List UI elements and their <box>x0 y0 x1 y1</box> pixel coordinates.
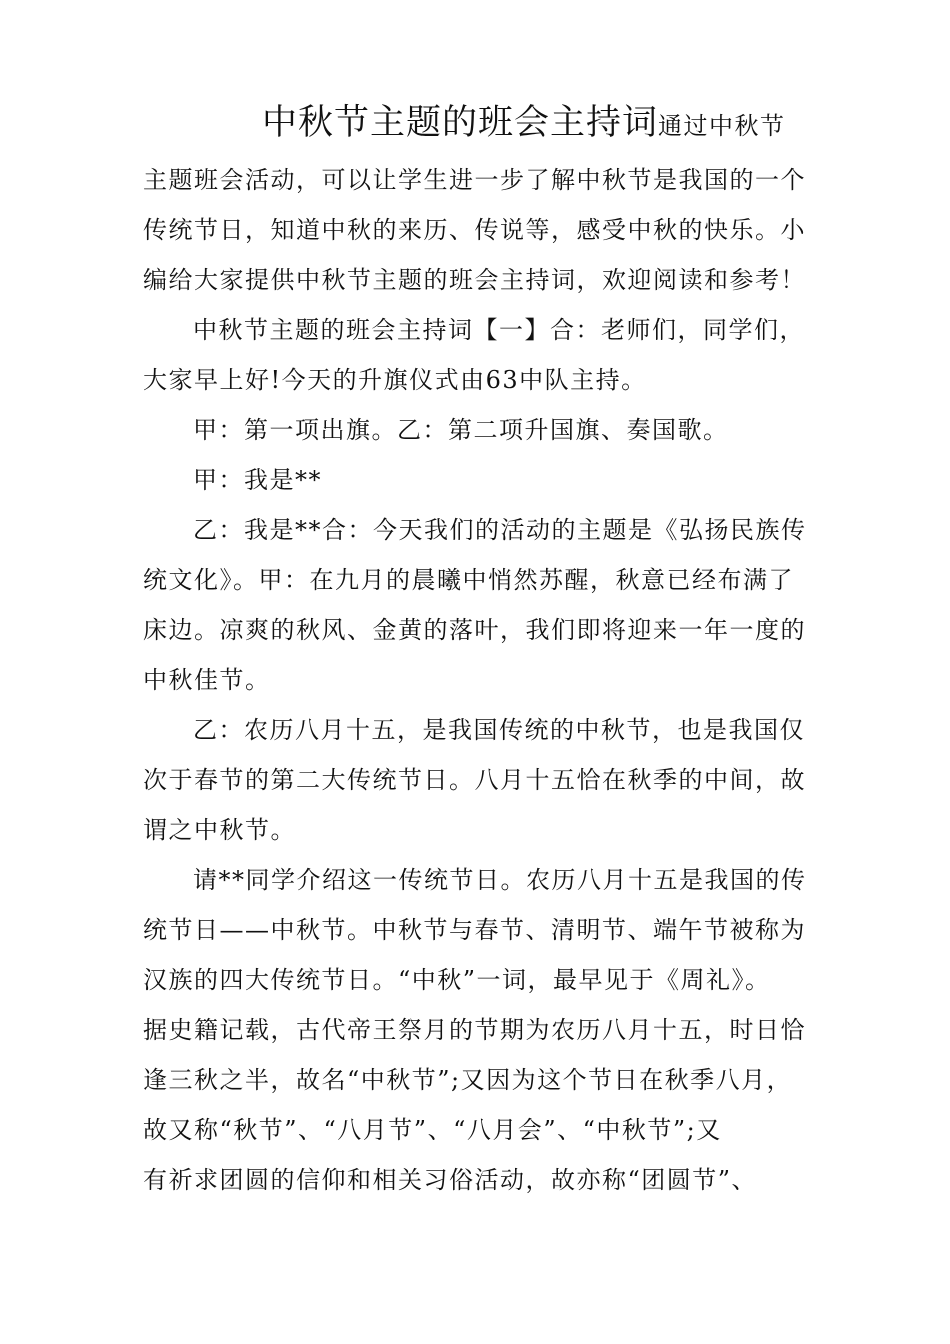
body-line: 编给大家提供中秋节主题的班会主持词，欢迎阅读和参考！ <box>143 266 806 294</box>
document-title: 中秋节主题的班会主持词 <box>262 103 659 143</box>
paragraph-start-line: 甲：我是** <box>193 466 322 494</box>
body-line: 谓之中秋节。 <box>143 816 296 844</box>
body-line: 有祈求团圆的信仰和相关习俗活动，故亦称“团圆节”、 <box>143 1166 758 1194</box>
paragraph-start-line: 请**同学介绍这一传统节日。农历八月十五是我国的传 <box>193 866 807 894</box>
body-line: 统节日——中秋节。中秋节与春节、清明节、端午节被称为 <box>143 916 806 944</box>
body-line: 故又称“秋节”、“八月节”、“八月会”、“中秋节”;又 <box>143 1116 722 1144</box>
body-line: 床边。凉爽的秋风、金黄的落叶，我们即将迎来一年一度的 <box>143 616 806 644</box>
paragraph-start-line: 乙：农历八月十五，是我国传统的中秋节，也是我国仅 <box>193 716 805 744</box>
body-line: 大家早上好!今天的升旗仪式由63中队主持。 <box>143 366 647 394</box>
body-line: 次于春节的第二大传统节日。八月十五恰在秋季的中间，故 <box>143 766 806 794</box>
body-line: 据史籍记载，古代帝王祭月的节期为农历八月十五，时日恰 <box>143 1016 806 1044</box>
paragraph-start-line: 中秋节主题的班会主持词【一】合：老师们，同学们， <box>193 316 805 344</box>
paragraph-start-line: 乙：我是**合：今天我们的活动的主题是《弘扬民族传 <box>193 516 807 544</box>
body-line: 汉族的四大传统节日。“中秋”一词，最早见于《周礼》。 <box>143 966 771 994</box>
body-line: 逢三秋之半，故名“中秋节”;又因为这个节日在秋季八月， <box>143 1066 793 1094</box>
body-line: 主题班会活动，可以让学生进一步了解中秋节是我国的一个 <box>143 166 806 194</box>
title-line <box>262 98 833 148</box>
body-line: 统文化》。甲：在九月的晨曦中悄然苏醒，秋意已经布满了 <box>143 566 794 594</box>
body-line: 传统节日，知道中秋的来历、传说等，感受中秋的快乐。小 <box>143 216 806 244</box>
body-line: 中秋佳节。 <box>143 666 271 694</box>
intro-text-start: 通过中秋节 <box>658 112 786 140</box>
paragraph-start-line: 甲：第一项出旗。乙：第二项升国旗、奏国歌。 <box>193 416 729 444</box>
